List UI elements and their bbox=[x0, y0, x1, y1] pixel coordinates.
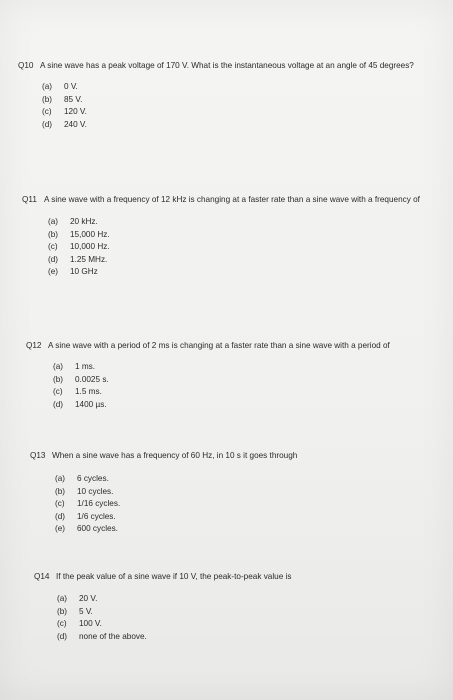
question-number: Q13 bbox=[30, 451, 46, 460]
question-text: If the peak value of a sine wave if 10 V, the peak-to-peak value is bbox=[56, 572, 292, 581]
option-b: (b) 5 V. bbox=[57, 606, 93, 616]
option-a: (a) 0 V. bbox=[42, 82, 78, 91]
option-d: (d) 1.25 MHz. bbox=[48, 254, 108, 264]
option-c: (c) 1/16 cycles. bbox=[55, 499, 121, 508]
question-text: When a sine wave has a frequency of 60 Hz, in 10 s it goes through bbox=[52, 451, 298, 460]
option-list bbox=[57, 593, 434, 643]
question-number: Q14 bbox=[34, 572, 50, 581]
option-d: (d) none of the above. bbox=[57, 631, 147, 641]
option-a: (a) 6 cycles. bbox=[55, 474, 109, 483]
option-d: (d) 1400 µs. bbox=[53, 399, 107, 409]
question-number: Q12 bbox=[26, 341, 42, 350]
option-b: (b) 10 cycles. bbox=[55, 486, 114, 496]
question-number: Q10 bbox=[18, 61, 34, 70]
option-b: (b) 0.0025 s. bbox=[53, 374, 109, 384]
option-c: (c) 10,000 Hz. bbox=[48, 242, 110, 251]
option-list bbox=[48, 216, 442, 279]
question-q12 bbox=[26, 340, 446, 411]
option-c: (c) 120 V. bbox=[42, 107, 87, 116]
question-q10 bbox=[18, 60, 438, 131]
option-a: (a) 20 V. bbox=[57, 594, 98, 603]
option-a: (a) 1 ms. bbox=[53, 362, 96, 371]
question-number: Q11 bbox=[22, 195, 37, 204]
option-b: (b) 15,000 Hz. bbox=[48, 229, 110, 239]
option-c: (c) 100 V. bbox=[57, 619, 102, 628]
option-list bbox=[42, 81, 438, 131]
question-q11 bbox=[22, 194, 442, 279]
option-list bbox=[53, 361, 446, 411]
option-b: (b) 85 V. bbox=[42, 94, 83, 104]
question-q13 bbox=[30, 450, 440, 536]
question-q14 bbox=[34, 571, 434, 643]
question-text: A sine wave with a period of 2 ms is changing at a faster rate than a sine wave with a period of bbox=[48, 341, 390, 350]
question-text: A sine wave has a peak voltage of 170 V. What is the instantaneous voltage at an angle of 45 degrees? bbox=[40, 61, 414, 70]
option-c: (c) 1.5 ms. bbox=[53, 387, 102, 396]
option-list bbox=[55, 473, 440, 536]
option-e: (e) 10 GHz bbox=[48, 267, 98, 276]
option-d: (d) 240 V. bbox=[42, 119, 87, 129]
option-a: (a) 20 kHz. bbox=[48, 217, 98, 226]
question-text: A sine wave with a frequency of 12 kHz is changing at a faster rate than a sine wave with a frequency of bbox=[44, 195, 420, 204]
option-d: (d) 1/6 cycles. bbox=[55, 511, 116, 521]
option-e: (e) 600 cycles. bbox=[55, 524, 118, 533]
